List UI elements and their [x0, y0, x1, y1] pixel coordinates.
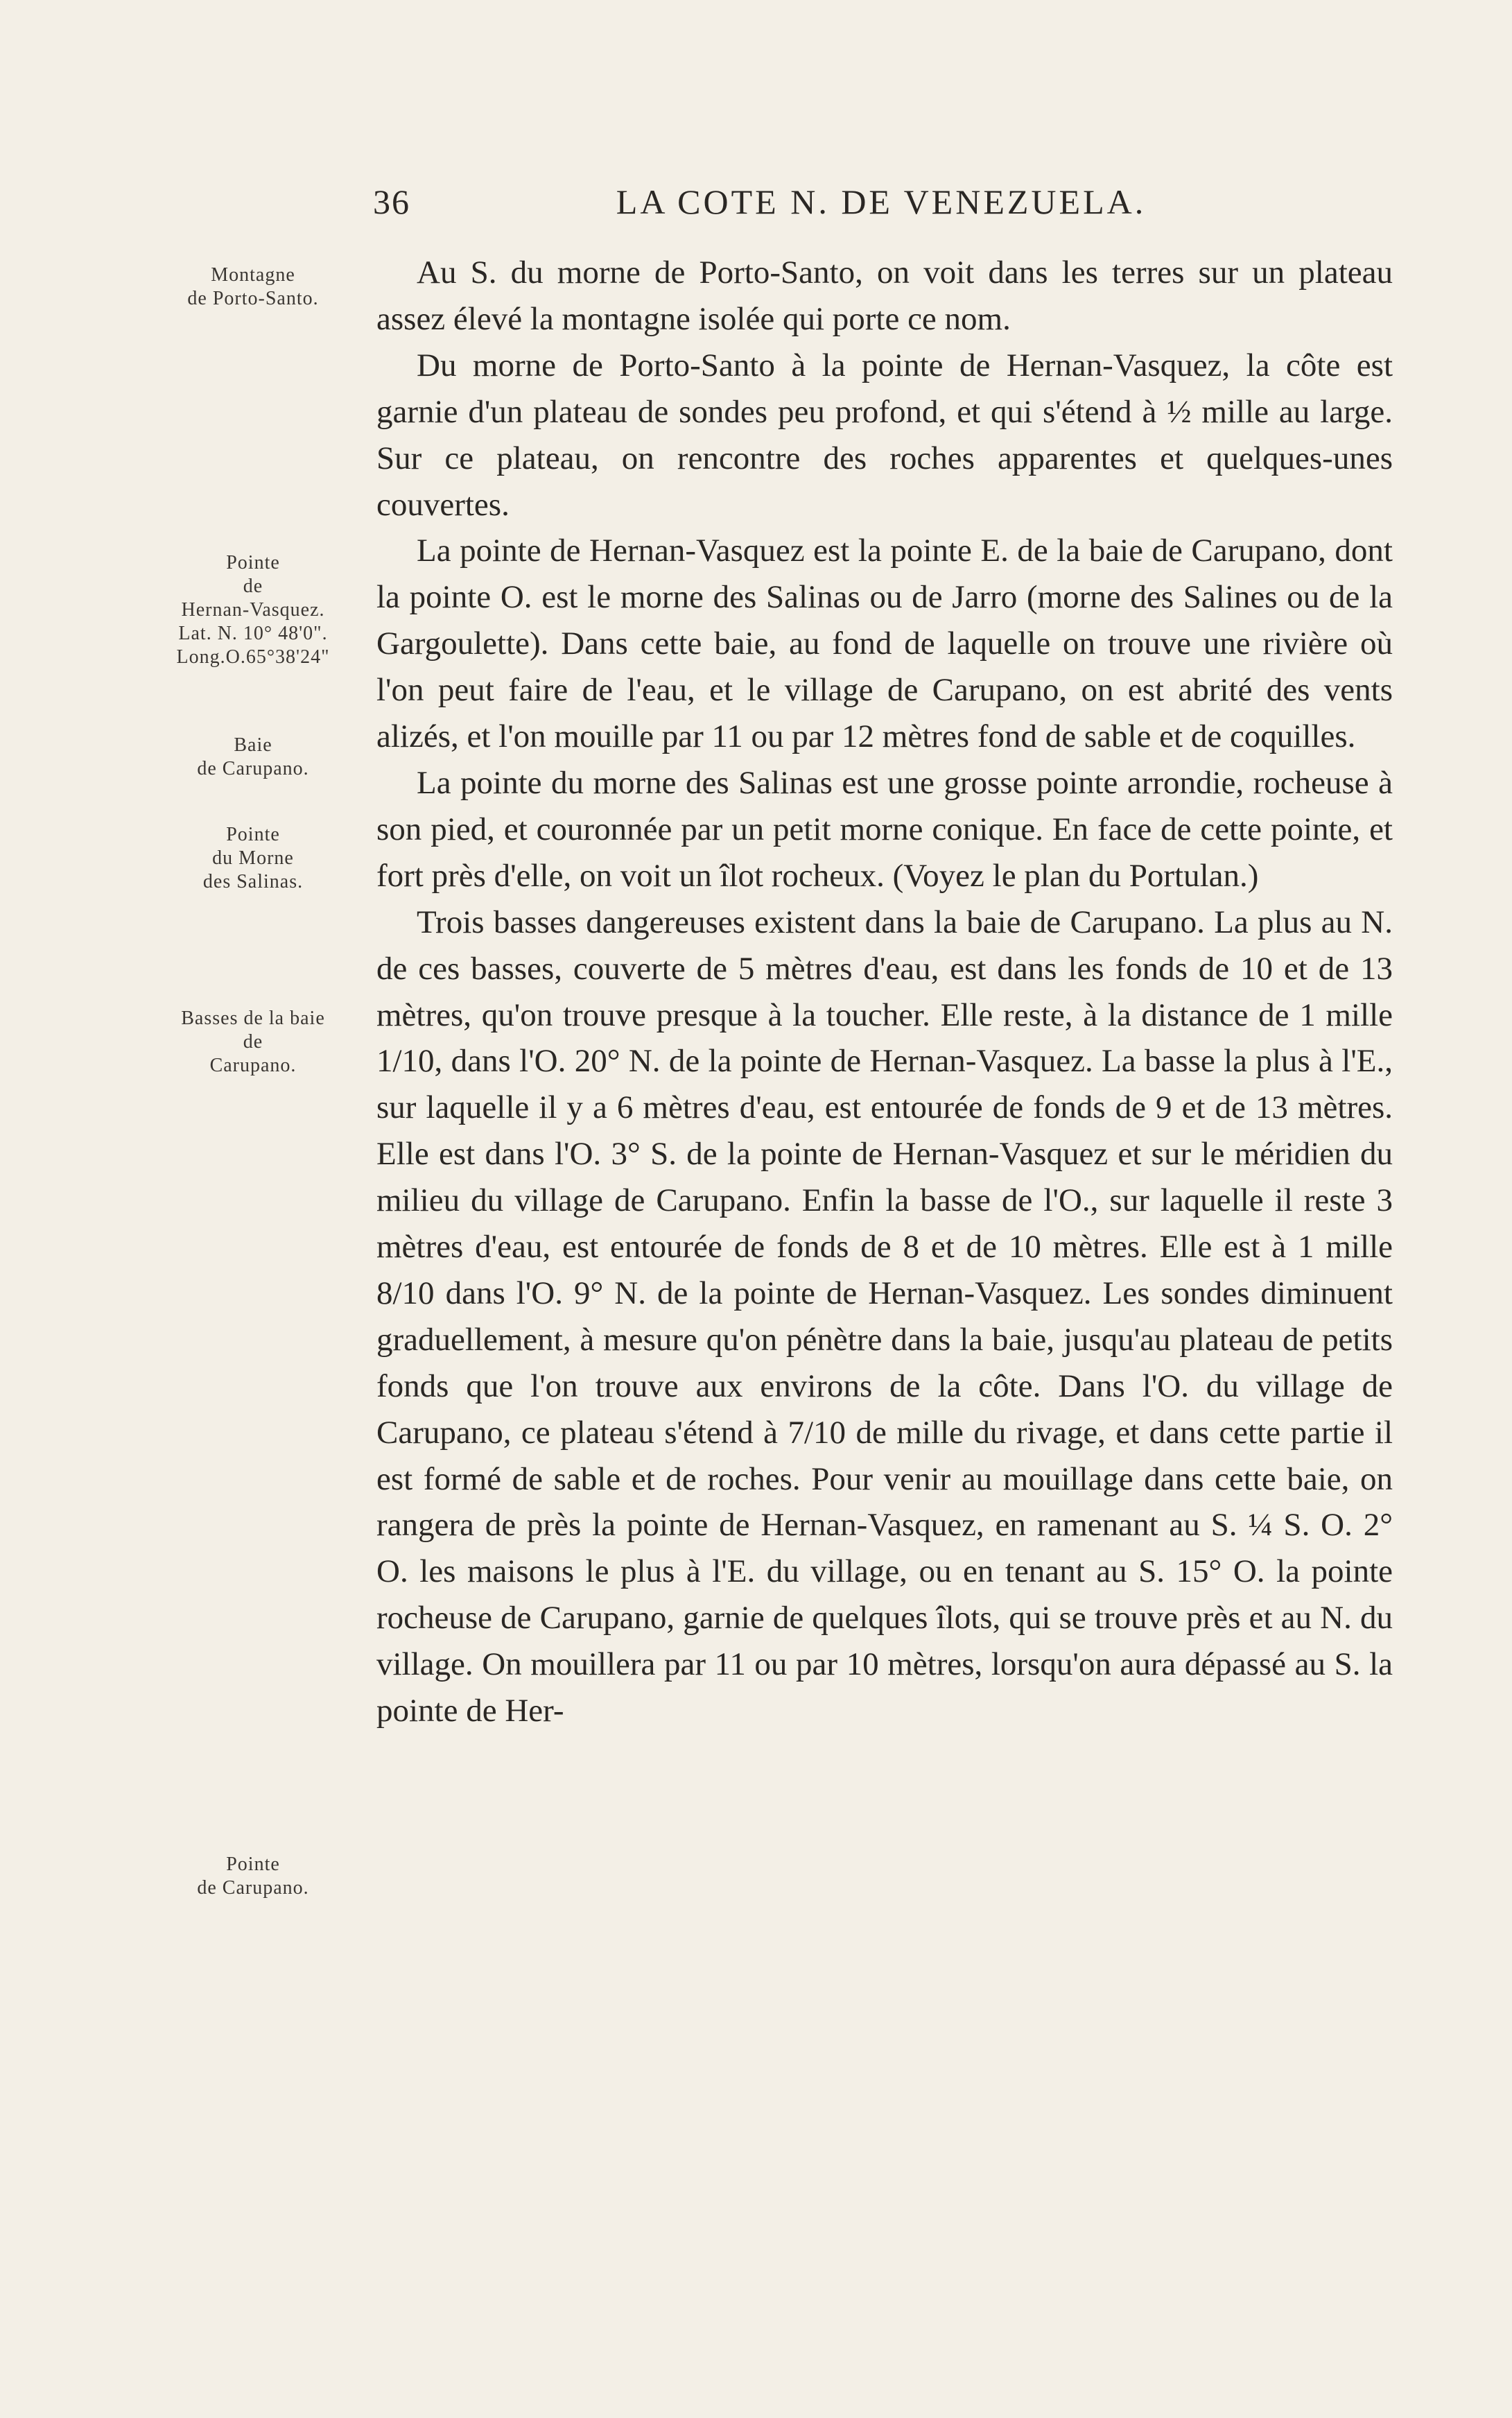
note-line: Hernan-Vasquez.	[181, 599, 325, 621]
note-line: Pointe	[226, 1854, 280, 1875]
page-number: 36	[373, 182, 410, 221]
paragraph: Au S. du morne de Porto-Santo, on voit dans les terres sur un plateau assez élevé la montagne isolée qui porte ce nom.	[376, 254, 1393, 337]
note-line: des Salinas.	[202, 871, 304, 892]
note-line: Carupano.	[209, 1055, 297, 1076]
body-text	[376, 250, 1393, 1734]
note-line: de	[243, 1031, 263, 1053]
note-line: de Carupano.	[197, 1877, 309, 1899]
margin-note-baie-carupano	[139, 734, 367, 781]
note-line: du Morne	[212, 847, 294, 869]
page-header	[373, 182, 1389, 237]
note-line: de Porto-Santo.	[187, 288, 319, 309]
margin-note-pointe-hernan-vasquez	[139, 551, 367, 669]
paragraph: Du morne de Porto-Santo à la pointe de Hernan-Vasquez, la côte est garnie d'un plateau de sondes peu profond, et qui s'étend à ½ mille au large. Sur ce plateau, on rencontre des roches apparentes et quelques-unes couvertes.	[376, 347, 1393, 523]
paragraph: La pointe de Hernan-Vasquez est la pointe E. de la baie de Carupano, dont la pointe O. est le morne des Salinas ou de Jarro (morne des Salines ou de la Gargoulette). Dans cette baie, au fond de laquelle on trouve une rivière où l'on peut faire de l'eau, et le village de Carupano, on est abrité des vents alizés, et l'on mouille par 11 ou par 12 mètres fond de sable et de coquilles.	[376, 533, 1393, 755]
paragraph: La pointe du morne des Salinas est une grosse pointe arrondie, rocheuse à son pied, et couronnée par un petit morne conique. En face de cette pointe, et fort près d'elle, on voit un îlot rocheux. (Voyez le plan du Portulan.)	[376, 764, 1393, 894]
note-line: Pointe	[226, 552, 280, 573]
note-line: de	[243, 576, 263, 597]
note-line: Baie	[234, 734, 272, 756]
running-title: LA COTE N. DE VENEZUELA.	[616, 182, 1147, 221]
note-line: Basses de la baie	[181, 1008, 325, 1029]
margin-note-basses-baie-carupano	[139, 1007, 367, 1078]
margin-note-pointe-carupano	[139, 1853, 367, 1900]
paragraph: Trois basses dangereuses existent dans la baie de Carupano. La plus au N. de ces basses, couverte de 5 mètres d'eau, est dans les fonds de 10 et de 13 mètres, qu'on trouve presque à la toucher. Elle reste, à la distance de 1 mille 1/10, dans l'O. 20° N. de la pointe de Hernan-Vasquez. La basse la plus à l'E., sur laquelle il y a 6 mètres d'eau, est entourée de fonds de 9 et de 13 mètres. Elle est dans l'O. 3° S. de la pointe de Hernan-Vasquez et sur le méridien du milieu du village de Carupano. Enfin la basse de l'O., sur laquelle il reste 3 mètres d'eau, est entourée de fonds de 8 et de 10 mètres. Elle est à 1 mille 8/10 dans l'O. 9° N. de la pointe de Hernan-Vasquez. Les sondes diminuent graduellement, à mesure qu'on pénètre dans la baie, jusqu'au plateau de petits fonds que l'on trouve aux environs de la côte. Dans l'O. du village de Carupano, ce plateau s'étend à 7/10 de mille du rivage, et dans cette partie il est formé de sable et de roches. Pour venir au mouillage dans cette baie, on rangera de près la pointe de Hernan-Vasquez, en ramenant au S. ¼ S. O. 2° O. les maisons le plus à l'E. du village, ou en tenant au S. 15° O. la pointe rocheuse de Carupano, garnie de quelques îlots, qui se trouve près et au N. du village. On mouillera par 11 ou par 10 mètres, lorsqu'on aura dépassé au S. la pointe de Her-	[376, 904, 1393, 1729]
note-line: Lat. N. 10° 48'0".	[178, 623, 328, 644]
note-line: Pointe	[226, 824, 280, 845]
note-line: de Carupano.	[197, 758, 309, 779]
note-line: Long.O.65°38'24"	[176, 646, 330, 668]
margin-note-pointe-morne-salinas	[139, 823, 367, 894]
margin-note-montagne-porto-santo	[139, 264, 367, 311]
note-line: Montagne	[211, 264, 295, 286]
